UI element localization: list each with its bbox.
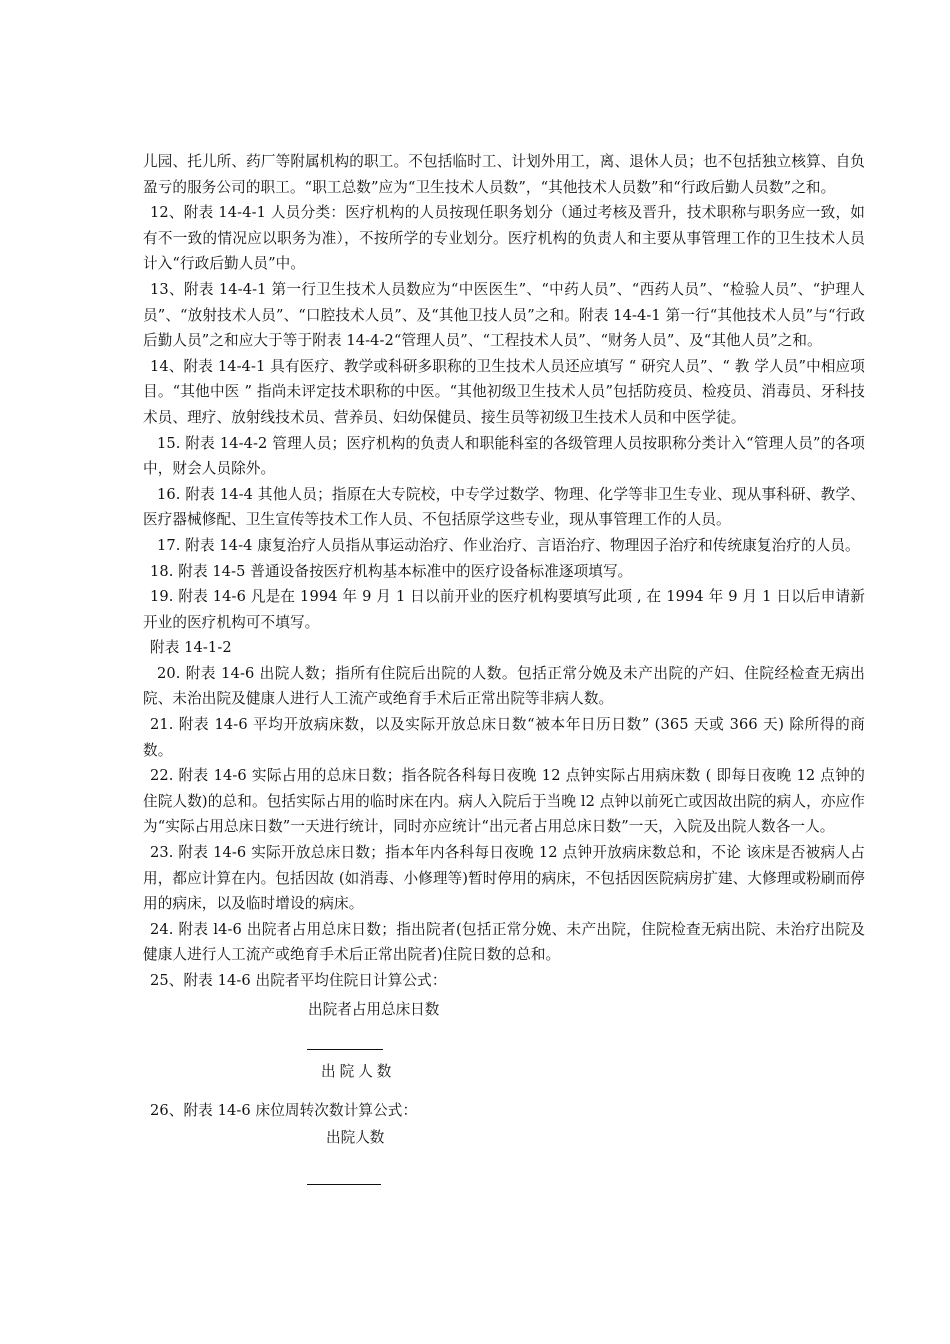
formula-denominator: 出院人数 xyxy=(321,1062,396,1080)
paragraph-continuation: 儿园、托儿所、药厂等附属机构的职工。不包括临时工、计划外用工，离、退休人员；也不包括独立核算、自负盈亏的服务公司的职工。“职工总数”应为“卫生技术人员数”，“其他技术人员数”和“行政后勤人员数”之和。 xyxy=(143,153,865,196)
fraction-bar xyxy=(307,1049,383,1050)
paragraph-item-24: 24. 附表 l4-6 出院者占用总床日数；指出院者(包括正常分娩、未产出院，住院检查无病出院、未治疗出院及健康人进行人工流产或绝育手术后正常出院者)住院日数的总和。 xyxy=(143,920,865,964)
paragraph-item-20: 20. 附表 14-6 出院人数；指所有住院后出院的人数。包括正常分娩及未产出院的产妇、住院经检查无病出院、未治出院及健康人进行人工流产或绝育手术后正常出院等非病人数。 xyxy=(143,664,865,708)
paragraph-item-18: 18. 附表 14-5 普通设备按医疗机构基本标准中的医疗设备标准逐项填写。 xyxy=(150,562,633,580)
paragraph-item-21: 21. 附表 14-6 平均开放病床数，以及实际开放总床日数“被本年日历日数” (365 天或 366 天) 除所得的商数。 xyxy=(143,716,865,759)
paragraph-item-13: 13、附表 14-4-1 第一行卫生技术人员数应为“中医医生”、“中药人员”、“西药人员”、“检验人员”、“护理人员”、“放射技术人员”、“口腔技术人员”、及“其他卫技人员”之和。附表 14-4-1 第一行“其他技术人员”与“行政后勤人员”之和应大于等于附表 14-4-2“管理人员”、“工程技术人员”、“财务人员”、及“其他人员”之和。 xyxy=(143,280,865,350)
document-body xyxy=(143,149,865,1203)
paragraph-item-17: 17. 附表 14-4 康复治疗人员指从事运动治疗、作业治疗、言语治疗、物理因子治疗和传统康复治疗的人员。 xyxy=(157,536,860,554)
formula-numerator: 出院人数 xyxy=(326,1129,385,1147)
paragraph-item-19: 19. 附表 14-6 凡是在 1994 年 9 月 1 日以前开业的医疗机构要填写此项 , 在 1994 年 9 月 1 日以后申请新开业的医疗机构可不填写。 xyxy=(143,588,865,631)
fraction-bar xyxy=(307,1184,381,1185)
formula-average-stay xyxy=(143,994,865,1098)
paragraph-item-15: 15. 附表 14-4-2 管理人员；医疗机构的负责人和职能科室的各级管理人员按职称分类计入“管理人员”的各项中，财会人员除外。 xyxy=(143,434,865,478)
table-reference: 附表 14-1-2 xyxy=(150,639,232,657)
paragraph-item-26: 26、附表 14-6 床位周转次数计算公式： xyxy=(150,1101,418,1119)
paragraph-item-12: 12、附表 14-4-1 人员分类：医疗机构的人员按现任职务划分（通过考核及晋升，技术职称与职务应一致，如有不一致的情况应以职务为准），不按所学的专业划分。医疗机构的负责人和主要从事管理工作的卫生技术人员计入“行政后勤人员”中。 xyxy=(143,204,865,273)
formula-bed-turnover xyxy=(143,1123,865,1203)
formula-numerator: 出院者占用总床日数 xyxy=(308,1000,440,1018)
paragraph-item-22: 22. 附表 14-6 实际占用的总床日数；指各院各科每日夜晚 12 点钟实际占用病床数 ( 即每日夜晚 12 点钟的住院人数)的总和。包括实际占用的临时床在内。病人入院后于当晚 l2 点钟以前死亡或因故出院的病人，亦应作为“实际占用总床日数”一天进行统计，同时亦应统计“出元者占用总床日数”一天，入院及出院人数各一人。 xyxy=(143,767,865,836)
paragraph-item-16: 16. 附表 14-4 其他人员；指原在大专院校，中专学过数学、物理、化学等非卫生专业、现从事科研、教学、医疗器械修配、卫生宣传等技术工作人员、不包括原学这些专业，现从事管理工作的人员。 xyxy=(143,485,865,529)
paragraph-item-14: 14、附表 14-4-1 具有医疗、教学或科研多职称的卫生技术人员还应填写 “ 研究人员”、“ 教 学人员”中相应项目。“其他中医 ” 指尚未评定技术职称的中医。“其他初级卫生技术人员”包括防疫员、检疫员、消毒员、牙科技术员、理疗、放射线技术员、营养员、妇幼保健员、接生员等初级卫生技术人员和中医学徒。 xyxy=(143,357,865,426)
paragraph-item-23: 23. 附表 14-6 实际开放总床日数；指本年内各科每日夜晚 12 点钟开放病床数总和，不论 该床是否被病人占用，都应计算在内。包括因故 (如消毒、小修理等)暂时停用的病床，不包括因医院病房扩建、大修理或粉刷而停用的病床，以及临时增设的病床。 xyxy=(143,844,865,913)
paragraph-item-25: 25、附表 14-6 出院者平均住院日计算公式： xyxy=(150,972,447,989)
